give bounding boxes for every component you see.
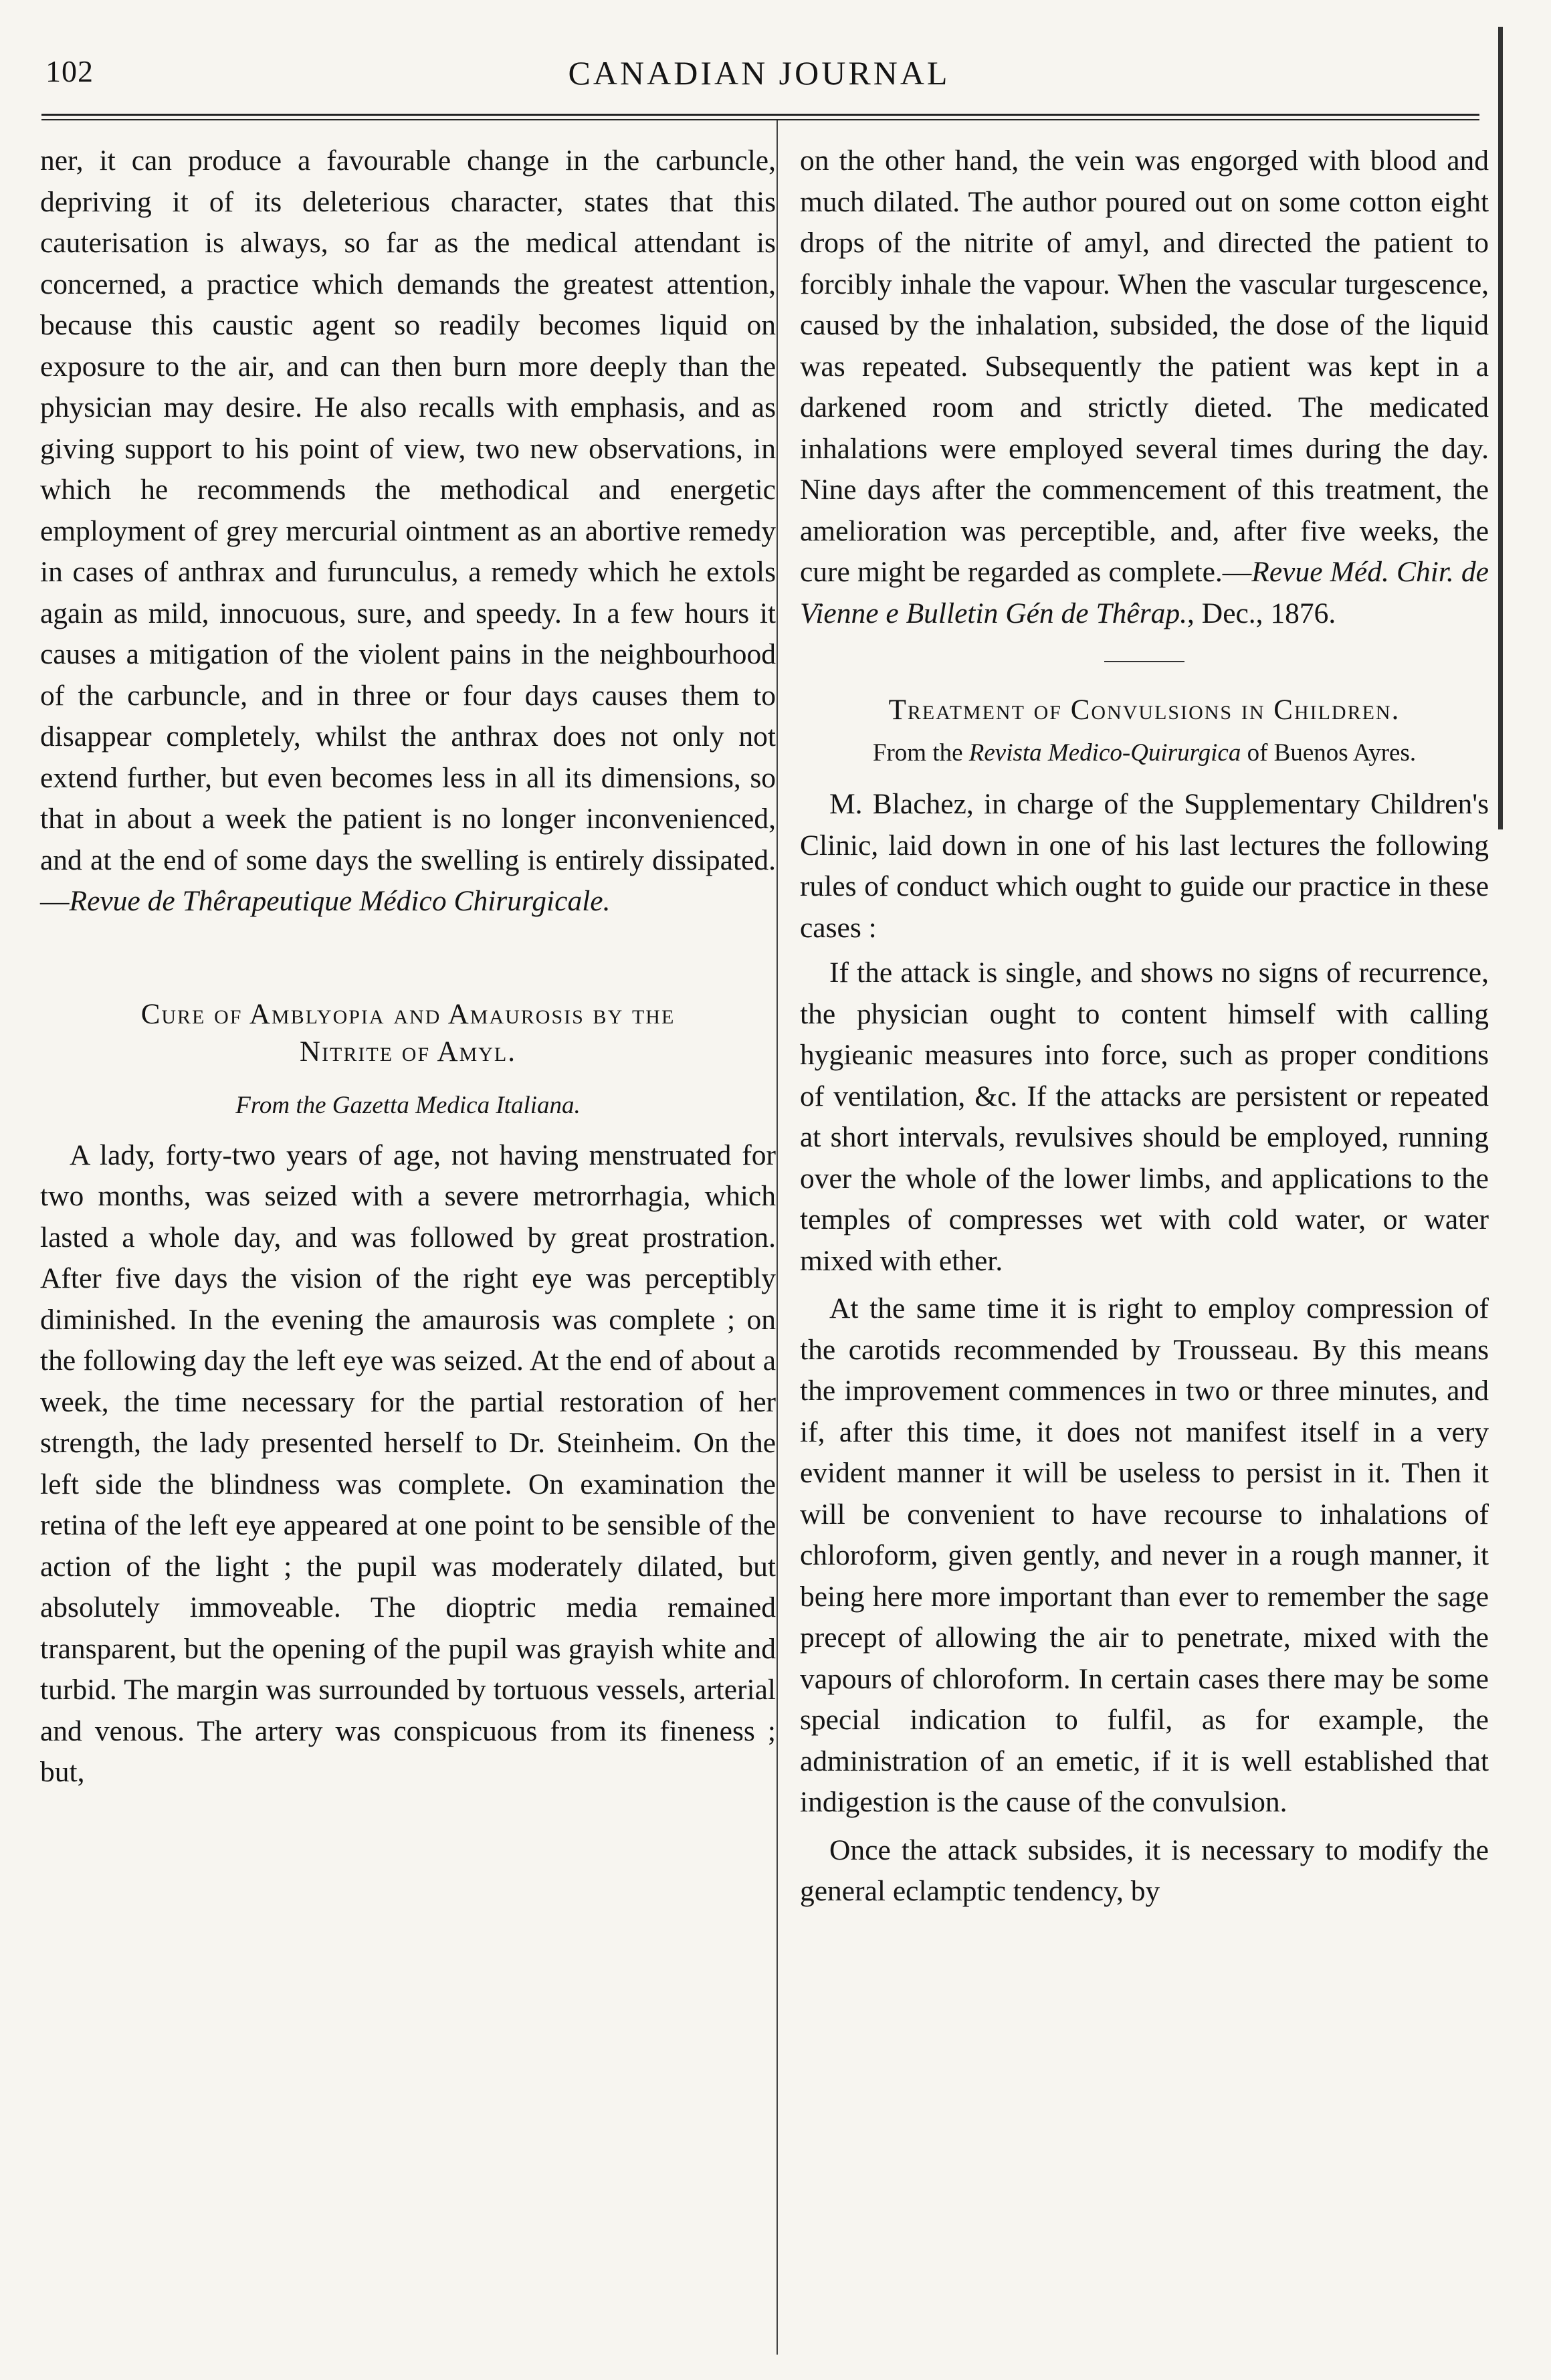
section-title: Treatment of Convulsions in Children.	[888, 694, 1401, 726]
citation: Revue de Thêrapeutique Médico Chirurgicale.	[69, 885, 611, 917]
paragraph: ner, it can produce a favourable change in the carbuncle, depriving it of its deleterious character, states that this cauterisation is always, so far as the medical attendant is concerned, a practice which demands the greatest attention, because this caustic agent so readily becomes liquid on exposure to the air, and can then burn more deeply than the physician may desire. He also recalls with emphasis, and as giving support to his point of view, two new observations, in which he recommends the methodical and energetic employment of grey mercurial ointment as an abortive remedy in cases of anthrax and furunculus, a remedy which he extols again as mild, innocuous, sure, and speedy. In a few hours it causes a mitigation of the violent pains in the neighbourhood of the carbuncle, and in three or four days causes them to disappear completely, whilst the anthrax does not only not extend further, but even becomes less in all its dimensions, so that in about a week the patient is no longer inconvenienced, and at the end of some days the swelling is entirely dissipated.—Revue de Thêrapeutique Médico Chirurgicale.	[40, 144, 776, 917]
column-divider	[777, 120, 778, 2355]
section-source: From the Gazetta Medica Italiana.	[235, 1091, 581, 1119]
paragraph: on the other hand, the vein was engorged with blood and much dilated. The author poured out on some cotton eight drops of the nitrite of amyl, and directed the patient to forcibly inhale the vapour. When the vascular turgescence, caused by the inhalation, subsided, the dose of the liquid was repeated. Subsequently the patient was kept in a darkened room and strictly dieted. The medicated inhalations were employed several times during the day. Nine days after the commencement of this treatment, the amelioration was perceptible, and, after five weeks, the cure might be regarded as complete.—Revue Méd. Chir. de Vienne e Bulletin Gén de Thêrap., Dec., 1876.	[800, 144, 1489, 629]
paragraph: At the same time it is right to employ compression of the carotids recommended by Trousseau. By this means the improvement commences in two or three minutes, and if, after this time, it does not manifest itself in a very evident manner it will be useless to persist in it. Then it will be convenient to have recourse to inhalations of chloroform, given gently, and never in a rough manner, it being here more important than ever to remember the sage precept of allowing the air to penetrate, mixed with the vapours of chloroform. In certain cases there may be some special indication to fulfil, as for example, the administration of an emetic, if it is well established that indigestion is the cause of the convulsion.	[800, 1292, 1489, 1818]
paragraph: Once the attack subsides, it is necessary to modify the general eclamptic tendency, by	[800, 1833, 1489, 1907]
page-edge-shadow	[1498, 27, 1503, 829]
page-number: 102	[45, 54, 94, 88]
left-column	[40, 140, 776, 1793]
page-header	[40, 54, 1478, 100]
section-title: Cure of Amblyopia and Amaurosis by the	[140, 998, 676, 1030]
section-title-continued: Nitrite of Amyl.	[300, 1035, 516, 1068]
paragraph: M. Blachez, in charge of the Supplementary Children's Clinic, laid down in one of his last lectures the following rules of conduct which ought to guide our practice in these cases :	[800, 788, 1489, 944]
running-title: CANADIAN JOURNAL	[568, 54, 950, 92]
citation: Revue Méd. Chir. de Vienne e Bulletin Gén de Thêrap.	[800, 556, 1489, 629]
paragraph: If the attack is single, and shows no signs of recurrence, the physician ought to content himself with calling hygieanic measures into force, such as proper conditions of ventilation, &c. If the attacks are persistent or repeated at short intervals, revulsives should be employed, running over the whole of the lower limbs, and applications to the temples of compresses wet with cold water, or water mixed with ether.	[800, 957, 1489, 1277]
header-rule	[41, 114, 1479, 120]
paragraph: A lady, forty-two years of age, not having menstruated for two months, was seized with a severe metrorrhagia, which lasted a whole day, and was followed by great prostration. After five days the vision of the right eye was perceptibly diminished. In the evening the amaurosis was complete ; on the following day the left eye was seized. At the end of about a week, the time necessary for the partial restoration of her strength, the lady presented herself to Dr. Steinheim. On the left side the blindness was complete. On examination the retina of the left eye appeared at one point to be sensible of the action of the light ; the pupil was moderately dilated, but absolutely immoveable. The dioptric media remained transparent, but the opening of the pupil was grayish white and turbid. The margin was surrounded by tortuous vessels, arterial and venous. The artery was conspicuous from its fineness ; but,	[40, 1138, 776, 1788]
section-source: From the Revista Medico-Quirurgica of Buenos Ayres.	[872, 739, 1417, 767]
right-column	[800, 140, 1489, 1912]
